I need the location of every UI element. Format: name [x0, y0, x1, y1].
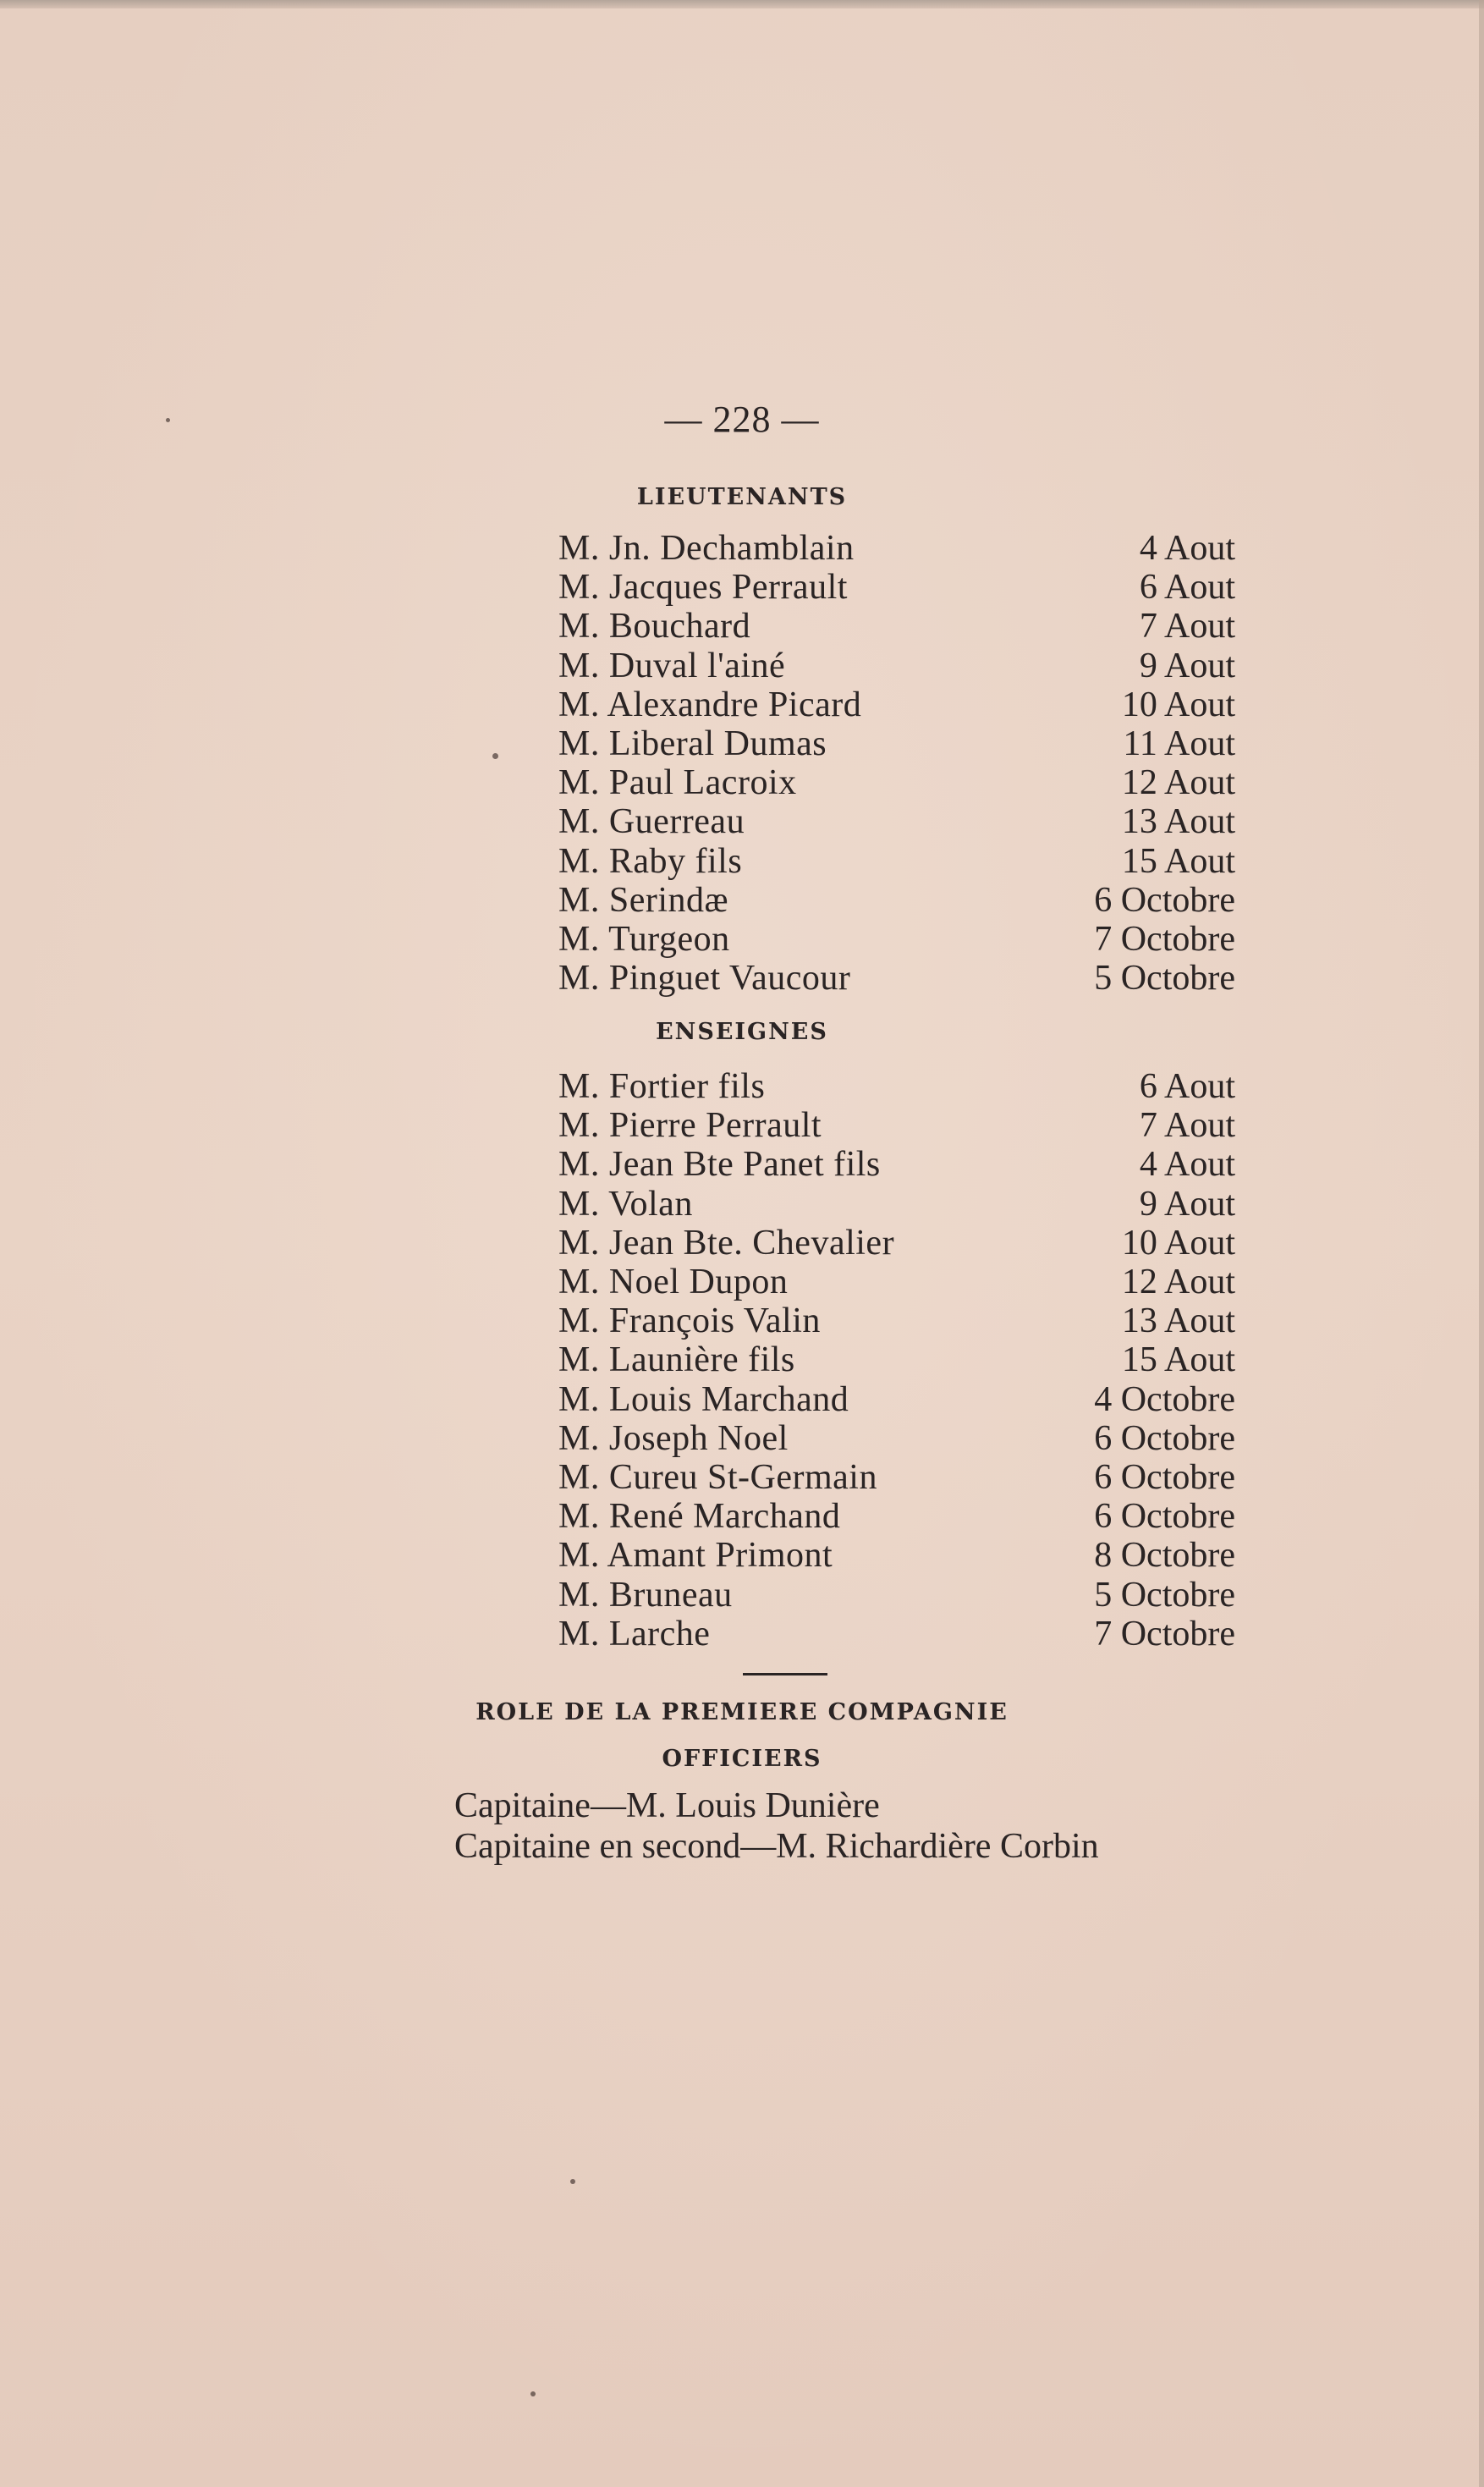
- page-number: — 228 —: [664, 399, 820, 440]
- officiers-heading: OFFICIERS: [662, 1746, 822, 1772]
- enseignes-list: [558, 1067, 1235, 1653]
- roster-entry: [558, 959, 1235, 998]
- commission-date: 5 Octobre: [1094, 959, 1235, 999]
- officer-name: M. Joseph Noel: [558, 1418, 789, 1458]
- officer-name: M. Fortier fils: [558, 1067, 766, 1107]
- commission-date: 15 Aout: [1121, 1340, 1235, 1380]
- commission-date: 9 Aout: [1139, 1184, 1235, 1224]
- commission-date: 10 Aout: [1121, 1223, 1235, 1263]
- commission-date: 4 Aout: [1139, 1145, 1235, 1185]
- commission-date: 11 Aout: [1123, 724, 1235, 764]
- officer-line-captain: Capitaine—M. Louis Dunière: [454, 1786, 880, 1825]
- officer-name: M. Cureu St-Germain: [558, 1457, 877, 1497]
- officer-name: M. Pierre Perrault: [558, 1106, 822, 1146]
- ink-speck: [166, 418, 170, 422]
- commission-date: 13 Aout: [1121, 802, 1235, 842]
- officer-name: M. Raby fils: [558, 841, 743, 881]
- officer-name: M. Launière fils: [558, 1340, 795, 1380]
- officer-name: M. Bouchard: [558, 607, 751, 647]
- officer-name: M. Jn. Dechamblain: [558, 529, 855, 569]
- officer-name: M. Amant Primont: [558, 1536, 833, 1576]
- roster-entry: [558, 1458, 1235, 1497]
- ink-speck: [570, 2179, 575, 2184]
- commission-date: 12 Aout: [1121, 1263, 1235, 1302]
- commission-date: 9 Aout: [1139, 646, 1235, 685]
- officer-name: M. Larche: [558, 1614, 711, 1653]
- commission-date: 13 Aout: [1121, 1301, 1235, 1341]
- roster-entry: [558, 1419, 1235, 1458]
- commission-date: 7 Aout: [1139, 607, 1235, 647]
- roster-entry: [558, 529, 1235, 568]
- officer-line-second-captain: Capitaine en second—M. Richardière Corbin: [454, 1827, 1099, 1866]
- roster-entry: [558, 1340, 1235, 1379]
- commission-date: 7 Octobre: [1094, 1614, 1235, 1653]
- enseignes-heading: ENSEIGNES: [656, 1019, 828, 1045]
- roster-entry: [558, 1615, 1235, 1653]
- officer-name: M. Serindæ: [558, 880, 729, 920]
- roster-entry: [558, 1536, 1235, 1575]
- lieutenants-heading: LIEUTENANTS: [636, 484, 848, 510]
- ink-speck: [492, 753, 498, 759]
- roster-entry: [558, 568, 1235, 607]
- roster-entry: [558, 802, 1235, 841]
- commission-date: 4 Aout: [1139, 529, 1235, 569]
- commission-date: 10 Aout: [1121, 685, 1235, 724]
- commission-date: 8 Octobre: [1094, 1536, 1235, 1576]
- ink-speck: [530, 2391, 536, 2396]
- commission-date: 6 Aout: [1139, 568, 1235, 608]
- commission-date: 7 Aout: [1139, 1106, 1235, 1146]
- commission-date: 6 Aout: [1139, 1067, 1235, 1107]
- commission-date: 6 Octobre: [1094, 1418, 1235, 1458]
- roster-entry: [558, 1575, 1235, 1614]
- roster-entry: [558, 1263, 1235, 1301]
- commission-date: 4 Octobre: [1094, 1379, 1235, 1419]
- roster-entry: [558, 920, 1235, 959]
- officer-name: M. Alexandre Picard: [558, 685, 862, 724]
- officer-name: M. Guerreau: [558, 802, 745, 842]
- page-right-edge: [1479, 0, 1484, 2487]
- roster-entry: [558, 1380, 1235, 1419]
- roster-entry: [558, 763, 1235, 802]
- officer-name: M. Bruneau: [558, 1575, 733, 1615]
- officer-name: M. Volan: [558, 1184, 693, 1224]
- officer-name: M. François Valin: [558, 1301, 821, 1341]
- officer-name: M. Paul Lacroix: [558, 763, 797, 803]
- roster-entry: [558, 1301, 1235, 1340]
- company-heading: ROLE DE LA PREMIERE COMPAGNIE: [475, 1699, 1009, 1725]
- officer-name: M. Turgeon: [558, 919, 730, 959]
- lieutenants-list: [558, 529, 1235, 998]
- commission-date: 15 Aout: [1121, 841, 1235, 881]
- commission-date: 7 Octobre: [1094, 919, 1235, 959]
- officer-name: M. Pinguet Vaucour: [558, 959, 851, 999]
- roster-entry: [558, 647, 1235, 685]
- officer-name: M. René Marchand: [558, 1497, 841, 1537]
- roster-entry: [558, 1145, 1235, 1184]
- commission-date: 5 Octobre: [1094, 1575, 1235, 1615]
- roster-entry: [558, 1106, 1235, 1145]
- roster-entry: [558, 1067, 1235, 1106]
- roster-entry: [558, 685, 1235, 724]
- officer-name: M. Jacques Perrault: [558, 568, 848, 608]
- commission-date: 12 Aout: [1121, 763, 1235, 803]
- officer-name: M. Noel Dupon: [558, 1263, 789, 1302]
- roster-entry: [558, 1224, 1235, 1263]
- officer-name: M. Liberal Dumas: [558, 724, 827, 764]
- page-top-edge: [0, 0, 1484, 8]
- commission-date: 6 Octobre: [1094, 880, 1235, 920]
- officer-name: M. Louis Marchand: [558, 1379, 849, 1419]
- section-divider: [743, 1673, 827, 1675]
- roster-entry: [558, 842, 1235, 881]
- roster-entry: [558, 881, 1235, 920]
- roster-entry: [558, 724, 1235, 763]
- roster-entry: [558, 607, 1235, 646]
- officer-name: M. Jean Bte. Chevalier: [558, 1223, 895, 1263]
- commission-date: 6 Octobre: [1094, 1497, 1235, 1537]
- officer-name: M. Jean Bte Panet fils: [558, 1145, 881, 1185]
- commission-date: 6 Octobre: [1094, 1457, 1235, 1497]
- roster-entry: [558, 1185, 1235, 1224]
- officer-name: M. Duval l'ainé: [558, 646, 786, 685]
- roster-entry: [558, 1497, 1235, 1536]
